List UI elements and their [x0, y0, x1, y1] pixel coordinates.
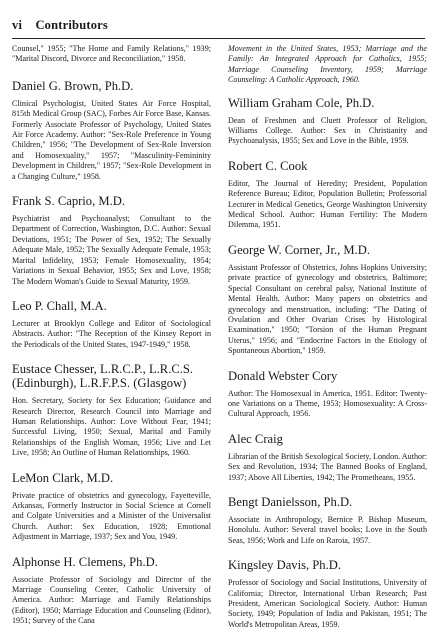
- contributor-bio: Dean of Freshmen and Cluett Professor of Religion, Williams College. Author: Sex in Christianity and Psychoanalysis, 1955; Sex and Love in the Bible, 1959.: [228, 115, 427, 146]
- left-column: [12, 44, 211, 627]
- contributor-bio: Psychiatrist and Psychoanalyst; Consultant to the Department of Correction, Washington, D.C. Author: Sexual Deviations, 1951; The Power of Sex, 1952; The Sexually Adequate Male, 1952; The Sexually Adequate Female, 1953; Marital Infidelity, 1953; Female Homosexuality, 1954; Variations in Sexual Behavior, 1955; Sex and Love, 1958; The Modern Woman's Guide to Sexual Maturity, 1959.: [12, 214, 211, 286]
- contributor-name: Robert C. Cook: [228, 158, 308, 173]
- contributor-name: Bengt Danielsson, Ph.D.: [228, 494, 353, 509]
- contributor-entry: [228, 96, 427, 147]
- contributor-bio: Private practice of obstetrics and gynecology, Fayetteville, Arkansas, Formerly Instructor in Social Science at Cornell and Colgate Universities and a Minister of the Universalist Church. Author: Sex Education, 1928; Emotional Adjustment in Marriage, 1937; Sex and You, 1949.: [12, 490, 211, 542]
- contributor-name: George W. Corner, Jr., M.D.: [228, 242, 370, 257]
- contributor-bio: Editor, The Journal of Heredity; President, Population Reference Bureau; Editor, Population Bulletin; Professorial Lecturer in Medical Genetics, George Washington University Medical School. Author: Human Fertility: The Modern Dilemma, 1951.: [228, 178, 427, 230]
- contributor-bio: Clinical Psychologist, United States Air Force Hospital, 815th Medical Group (SAC), Forbes Air Force Base, Kansas. Formerly Associate Professor of Psychology, United States Air Force Academy. Author: "Sex-Role Preference in Young Children," 1956; "The Development of Sex-Role Inversion and Homosexuality," 1957; "Masculinity-Femininity Development in Children," 1957; "Sex-Role Development in a Changing Culture," 1958.: [12, 98, 211, 181]
- contributor-name: LeMon Clark, M.D.: [12, 470, 114, 485]
- contributor-bio: Author: The Homosexual in America, 1951. Editor: Twenty-one Variations on a Theme, 1953; Homosexuality: A Cross-Cultural Approach, 1956.: [228, 388, 427, 419]
- contributor-entry: [228, 432, 427, 483]
- header-rule: [12, 38, 425, 39]
- continuation-text: Counsel," 1955; "The Home and Family Relations," 1939; "Marital Discord, Divorce and Reconciliation," 1958.: [12, 44, 211, 64]
- contributor-entry: [228, 495, 427, 546]
- contributor-bio: Librarian of the British Sexological Society, London. Author: Sex and Revolution, 1934; The Banned Books of England, 1937; Above All Liberties, 1942; The Prometheans, 1955.: [228, 451, 427, 482]
- contributor-name: Daniel G. Brown, Ph.D.: [12, 78, 134, 93]
- contributor-entry: [228, 369, 427, 420]
- contributor-name: William Graham Cole, Ph.D.: [228, 95, 375, 110]
- right-column: [228, 44, 427, 630]
- contributor-bio: Professor of Sociology and Social Institutions, University of California; Director, International Urban Research; Past President, American Sociological Society. Author: Human Society, 1949; Population of India and Pakistan, 1951; The World's Metropolitan Areas, 1959.: [228, 578, 427, 629]
- contributor-name: Donald Webster Cory: [228, 368, 338, 383]
- contributor-bio: Assistant Professor of Obstetrics, Johns Hopkins University; private practice of gynecology and obstetrics, Baltimore; Special Consultant on cerebral palsy, National Institute of Mental Health. Author: Many papers on obstetrics and gynecology and menstruation, including: "The Dating of Ovulation and Other Ovarian Crises by Histological Examination," 1950; "Torsion of the Human Pregnant Uterus," 1956; and "Endocrine Factors in the Etiology of Spontaneous Abortion," 1959.: [228, 262, 427, 356]
- running-header: [12, 18, 108, 33]
- contributor-entry: [12, 555, 211, 627]
- contributor-entry: [12, 471, 211, 543]
- contributor-entry: [12, 79, 211, 182]
- contributor-entry: [228, 159, 427, 231]
- contributor-bio: Associate in Anthropology, Bernice P. Bishop Museum, Honolulu. Author: Several travel books; Love in the South Seas, 1956; Work and Life on Raroia, 1957.: [228, 514, 427, 545]
- continuation-text: Movement in the United States, 1953; Marriage and the Family: An Integrated Approach for Catholics, 1955; Marriage Counseling Inventory, 1959; Marriage Counseling: A Catholic Approach, 1960.: [228, 44, 427, 85]
- contributor-entry: [228, 558, 427, 630]
- contributor-name: Alec Craig: [228, 431, 283, 446]
- contributor-name: Leo P. Chall, M.A.: [12, 298, 107, 313]
- contributor-name: Eustace Chesser, L.R.C.P., L.R.C.S. (Edinburgh), L.R.F.P.S. (Glasgow): [12, 362, 194, 391]
- contributor-name: Kingsley Davis, Ph.D.: [228, 558, 341, 573]
- contributor-bio: Lecturer at Brooklyn College and Editor of Sociological Abstracts. Author: "The Reception of the Kinsey Report in the Periodicals of the United States, 1947-1949," 1958.: [12, 318, 211, 349]
- contributor-bio: Associate Professor of Sociology and Director of the Marriage Counseling Center, Catholic University of America. Author: Marriage and Family Relationships (Editor), 1950; Marriage Education and Counseling (Editor), 1951; Survey of the Cana: [12, 574, 211, 626]
- contributor-name: Frank S. Caprio, M.D.: [12, 194, 125, 209]
- contributor-entry: [12, 299, 211, 350]
- page-number: vi: [12, 18, 23, 32]
- contributor-entry: [12, 194, 211, 287]
- section-title: Contributors: [35, 18, 108, 32]
- contributor-entry: [12, 362, 211, 458]
- contributor-bio: Hon. Secretary, Society for Sex Education; Guidance and Research Director, Research Council into Marriage and Human Relationships. Author: Love Without Fear, 1941; Successful Living, 1950; Sexual, Marital and Family Relationships of the English Woman, 1956; Live and Let Live, 1958; An Outline of Human Relationships, 1960.: [12, 396, 211, 458]
- contributor-entry: [228, 243, 427, 357]
- contributor-name: Alphonse H. Clemens, Ph.D.: [12, 554, 158, 569]
